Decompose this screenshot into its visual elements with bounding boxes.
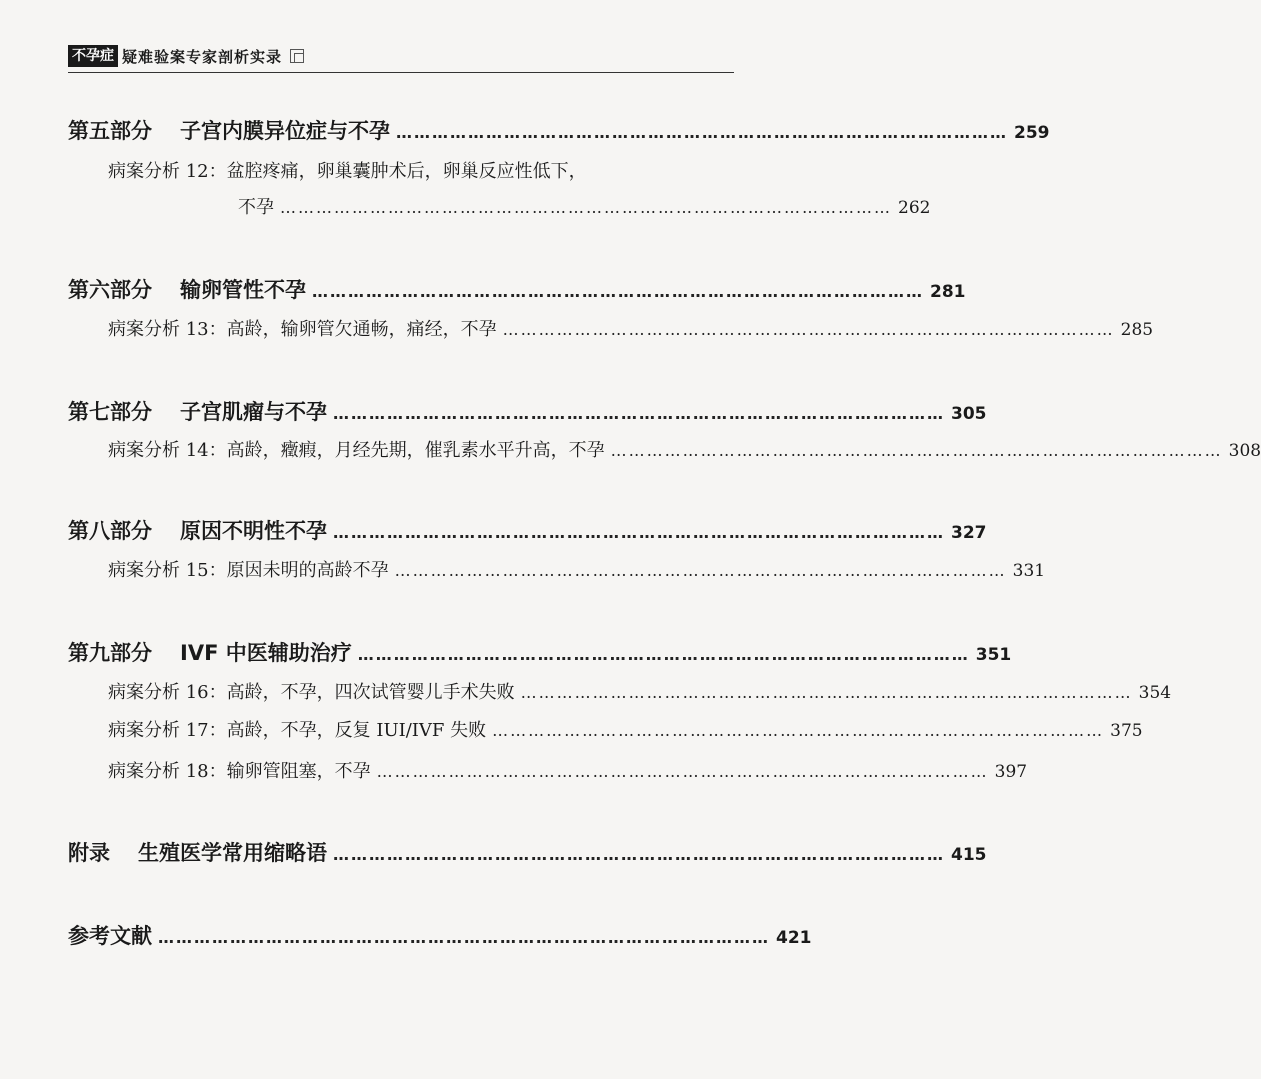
part-title: 子宫肌瘤与不孕: [180, 400, 327, 424]
leader-dots: …………………………………………………………………………………………: [312, 282, 924, 301]
toc-case-16[interactable]: [108, 678, 1172, 704]
appendix-title: 生殖医学常用缩略语: [138, 841, 327, 865]
case-label: 不孕: [238, 197, 274, 218]
case-label: 病案分析 12：盆腔疼痛，卵巢囊肿术后，卵巢反应性低下，: [108, 161, 587, 182]
case-label: 病案分析 13：高龄，输卵管欠通畅，痛经，不孕: [108, 319, 497, 340]
leader-dots: …………………………………………………………………………………………: [158, 928, 770, 947]
case-label: 病案分析 15：原因未明的高龄不孕: [108, 560, 389, 581]
toc-case-14[interactable]: [108, 436, 1261, 462]
part-title: IVF 中医辅助治疗: [180, 641, 352, 665]
leader-dots: …………………………………………………………………………………………: [492, 721, 1105, 740]
page-number: 331: [1012, 561, 1046, 581]
page-number: 375: [1110, 721, 1143, 741]
toc-case-12-continued[interactable]: [238, 193, 931, 219]
part-title: 原因不明性不孕: [180, 519, 327, 543]
references-title: 参考文献: [68, 924, 152, 948]
page-number: 285: [1120, 320, 1154, 340]
part-title: 子宫内膜异位症与不孕: [180, 119, 390, 143]
page-number: 354: [1138, 683, 1172, 703]
leader-dots: …………………………………………………………………………………………: [333, 523, 945, 542]
leader-dots: …………………………………………………………………………………………: [333, 845, 945, 864]
toc-case-17[interactable]: [108, 716, 1143, 742]
appendix-label: 附录: [68, 841, 110, 865]
leader-dots: …………………………………………………………………………………………: [520, 683, 1133, 702]
part-number: 第九部分: [68, 641, 152, 665]
toc-part-7[interactable]: [68, 396, 987, 426]
toc-case-15[interactable]: [108, 556, 1046, 582]
page-number: 262: [898, 198, 931, 218]
page-number: 308: [1228, 441, 1261, 461]
page-number: 259: [1014, 123, 1050, 143]
leader-dots: …………………………………………………………………………………………: [280, 198, 892, 217]
leader-dots: …………………………………………………………………………………………: [396, 123, 1008, 142]
book-badge: 不孕症: [68, 45, 118, 67]
page-number: 421: [776, 928, 812, 948]
part-number: 第七部分: [68, 400, 152, 424]
part-number: 第六部分: [68, 278, 152, 302]
toc-part-6[interactable]: [68, 274, 966, 304]
book-title: 疑难验案专家剖析实录: [122, 47, 283, 66]
toc-part-8[interactable]: [68, 515, 987, 545]
page-number: 397: [994, 762, 1028, 782]
case-label: 病案分析 14：高龄，癥瘕，月经先期，催乳素水平升高，不孕: [108, 440, 605, 461]
leader-dots: …………………………………………………………………………………………: [394, 561, 1007, 580]
leader-dots: …………………………………………………………………………………………: [502, 320, 1115, 339]
toc-case-18[interactable]: [108, 757, 1028, 783]
toc-references[interactable]: [68, 920, 812, 950]
toc-part-5[interactable]: [68, 115, 1050, 145]
toc-case-13[interactable]: [108, 315, 1154, 341]
case-label: 病案分析 17：高龄，不孕，反复 IUI/IVF 失败: [108, 720, 487, 741]
page-number: 327: [951, 523, 987, 543]
page-number: 351: [975, 645, 1012, 665]
toc-part-9[interactable]: [68, 637, 1012, 667]
case-label: 病案分析 16：高龄，不孕，四次试管婴儿手术失败: [108, 682, 515, 703]
part-number: 第八部分: [68, 519, 152, 543]
page-number: 305: [951, 404, 987, 424]
toc-case-12[interactable]: [108, 157, 748, 183]
case-label: 病案分析 18：输卵管阻塞，不孕: [108, 761, 371, 782]
leader-dots: …………………………………………………………………………………………: [610, 441, 1223, 460]
leader-dots: …………………………………………………………………………………………: [357, 645, 970, 664]
leader-dots: …………………………………………………………………………………………: [376, 762, 989, 781]
leader-dots: …………………………………………………………………………………………: [333, 404, 945, 423]
part-title: 输卵管性不孕: [180, 278, 306, 302]
part-number: 第五部分: [68, 119, 152, 143]
toc-appendix[interactable]: [68, 837, 987, 867]
page-number: 281: [930, 282, 966, 302]
page-number: 415: [951, 845, 987, 865]
